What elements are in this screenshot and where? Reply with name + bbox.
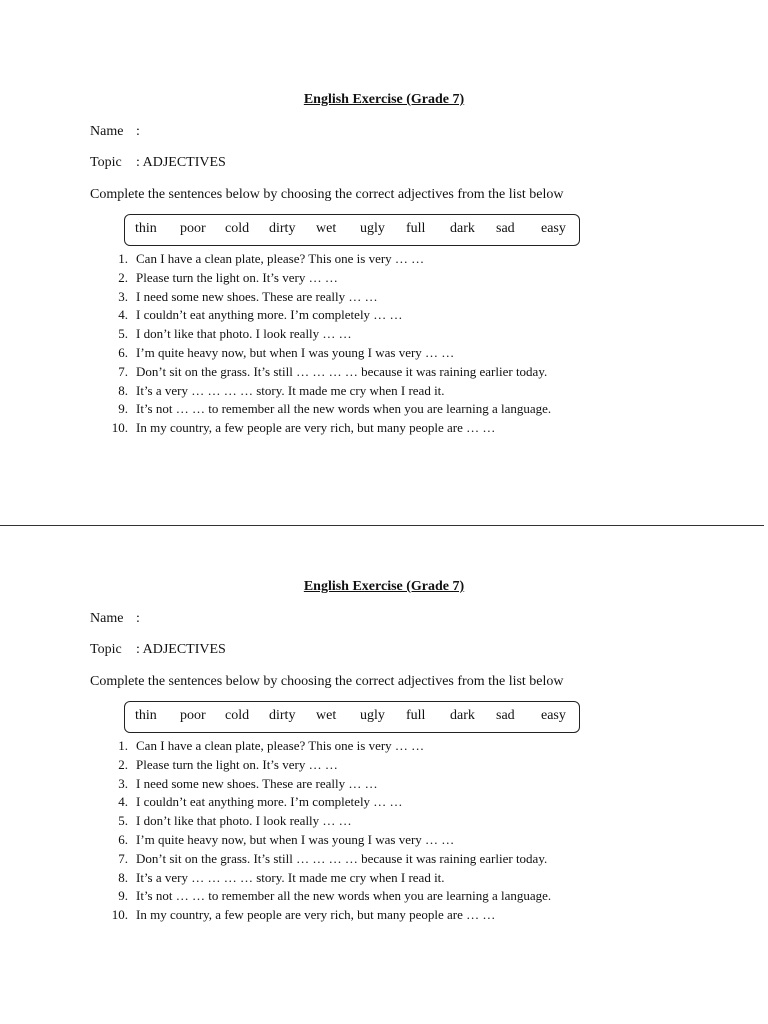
question-list — [108, 737, 708, 925]
question-item — [108, 269, 708, 288]
worksheet-bottom — [0, 487, 768, 987]
question-item — [108, 344, 708, 363]
word-bank-item: easy — [541, 221, 566, 236]
word-bank-item: ugly — [360, 708, 385, 723]
question-item — [108, 419, 708, 438]
name-label: Name — [90, 611, 124, 626]
word-bank-item: ugly — [360, 221, 385, 236]
question-number: 3. — [118, 288, 128, 304]
question-text: I don’t like that photo. I look really … … — [136, 326, 352, 342]
question-number: 10. — [111, 907, 128, 923]
worksheet-title: English Exercise (Grade 7) — [303, 579, 465, 594]
question-number: 7. — [118, 363, 128, 379]
question-text: Please turn the light on. It’s very … … — [136, 269, 338, 285]
question-text: It’s a very … … … … story. It made me cry when I read it. — [136, 382, 445, 398]
question-text: It’s a very … … … … story. It made me cry when I read it. — [136, 869, 445, 885]
worksheet-title: English Exercise (Grade 7) — [303, 92, 465, 107]
question-item — [108, 869, 708, 888]
question-text: I couldn’t eat anything more. I’m completely … … — [136, 794, 403, 810]
question-number: 9. — [118, 888, 128, 904]
word-bank-item: thin — [135, 221, 157, 236]
question-item — [108, 850, 708, 869]
question-item — [108, 756, 708, 775]
question-number: 3. — [118, 775, 128, 791]
word-bank — [124, 701, 580, 733]
word-bank-item: poor — [180, 221, 206, 236]
question-text: Can I have a clean plate, please? This one is very … … — [136, 251, 425, 266]
question-number: 6. — [118, 344, 128, 360]
question-item — [108, 400, 708, 419]
question-item — [108, 325, 708, 344]
question-text: In my country, a few people are very rich, but many people are … … — [136, 420, 496, 436]
word-bank-item: thin — [135, 708, 157, 723]
name-field — [90, 611, 140, 627]
question-number: 2. — [118, 756, 128, 772]
word-bank-item: wet — [316, 221, 337, 236]
name-field — [90, 124, 140, 140]
topic-value: : ADJECTIVES — [136, 642, 226, 657]
question-text: I’m quite heavy now, but when I was young I was very … … — [136, 344, 455, 360]
question-number: 8. — [118, 382, 128, 398]
question-text: It’s not … … to remember all the new words when you are learning a language. — [136, 401, 552, 417]
topic-value: : ADJECTIVES — [136, 155, 226, 170]
question-item — [108, 288, 708, 307]
question-number: 7. — [118, 850, 128, 866]
word-bank-item: full — [406, 221, 426, 236]
question-item — [108, 363, 708, 382]
question-text: I don’t like that photo. I look really … … — [136, 813, 352, 829]
name-label: Name — [90, 124, 124, 139]
question-number: 4. — [118, 794, 128, 810]
question-text: In my country, a few people are very rich, but many people are … … — [136, 907, 496, 923]
question-text: Can I have a clean plate, please? This one is very … … — [136, 738, 425, 753]
topic-label: Topic — [90, 155, 122, 170]
word-bank-item: poor — [180, 708, 206, 723]
name-separator: : — [136, 124, 140, 139]
question-number: 10. — [111, 420, 128, 436]
question-text: I need some new shoes. These are really … … — [136, 775, 378, 791]
word-bank-item: cold — [225, 221, 250, 236]
word-bank-item: dirty — [269, 708, 296, 723]
question-number: 9. — [118, 401, 128, 417]
question-number: 5. — [118, 813, 128, 829]
instructions: Complete the sentences below by choosing the correct adjectives from the list below — [90, 674, 564, 689]
question-text: It’s not … … to remember all the new words when you are learning a language. — [136, 888, 552, 904]
question-list — [108, 250, 708, 438]
question-item — [108, 737, 708, 756]
question-text: I need some new shoes. These are really … … — [136, 288, 378, 304]
question-item — [108, 382, 708, 401]
question-number: 8. — [118, 869, 128, 885]
question-item — [108, 906, 708, 925]
question-item — [108, 812, 708, 831]
word-bank-item: dark — [450, 221, 475, 236]
topic-label: Topic — [90, 642, 122, 657]
word-bank-item: dirty — [269, 221, 296, 236]
question-item — [108, 831, 708, 850]
question-number: 1. — [118, 738, 128, 753]
question-item — [108, 250, 708, 269]
name-separator: : — [136, 611, 140, 626]
word-bank-item: cold — [225, 708, 250, 723]
question-number: 2. — [118, 269, 128, 285]
question-number: 5. — [118, 326, 128, 342]
word-bank-item: wet — [316, 708, 337, 723]
word-bank-item: easy — [541, 708, 566, 723]
question-item — [108, 887, 708, 906]
question-text: I’m quite heavy now, but when I was young I was very … … — [136, 831, 455, 847]
word-bank-item: sad — [496, 708, 515, 723]
question-item — [108, 793, 708, 812]
question-number: 1. — [118, 251, 128, 266]
topic-field — [90, 642, 226, 658]
question-item — [108, 775, 708, 794]
word-bank-item: sad — [496, 221, 515, 236]
instructions: Complete the sentences below by choosing the correct adjectives from the list below — [90, 187, 564, 202]
topic-field — [90, 155, 226, 171]
word-bank-item: dark — [450, 708, 475, 723]
word-bank — [124, 214, 580, 246]
question-text: Please turn the light on. It’s very … … — [136, 756, 338, 772]
question-text: Don’t sit on the grass. It’s still … … … … because it was raining earlier today. — [136, 850, 548, 866]
question-text: I couldn’t eat anything more. I’m completely … … — [136, 307, 403, 323]
worksheet-top — [0, 0, 768, 500]
question-number: 6. — [118, 831, 128, 847]
question-text: Don’t sit on the grass. It’s still … … … … because it was raining earlier today. — [136, 363, 548, 379]
question-item — [108, 306, 708, 325]
question-number: 4. — [118, 307, 128, 323]
word-bank-item: full — [406, 708, 426, 723]
